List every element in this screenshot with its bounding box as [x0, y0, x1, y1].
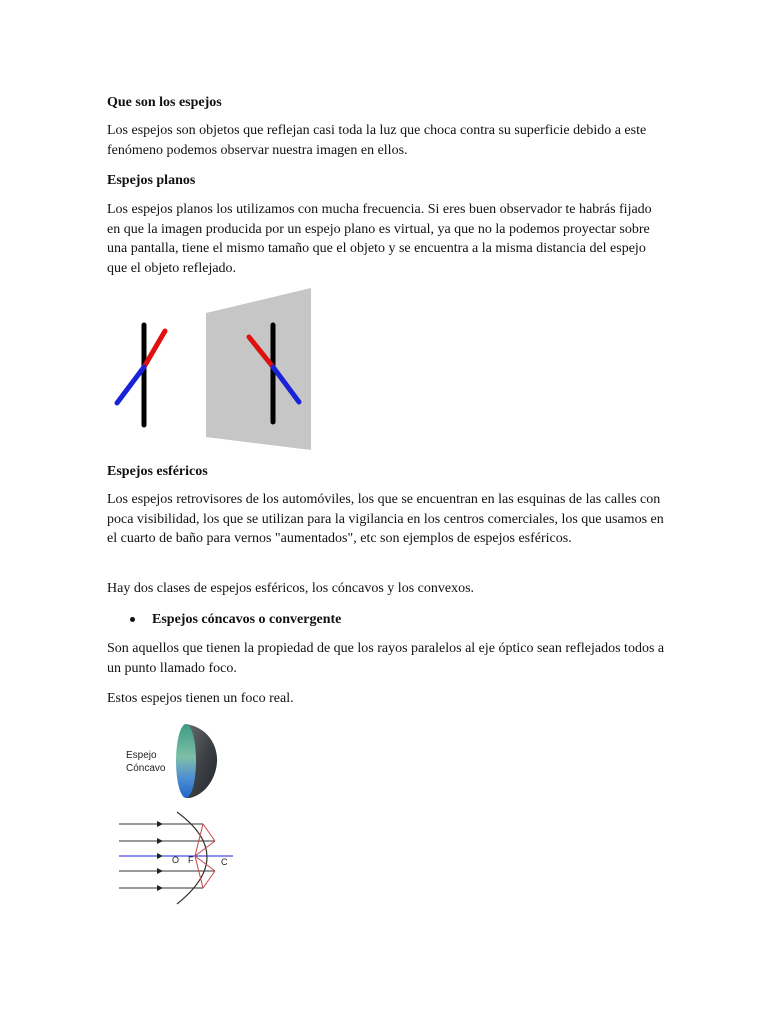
concave-label-line1: Espejo	[126, 750, 157, 761]
bullet-dot-icon	[130, 617, 135, 622]
plane-mirror-figure	[105, 285, 320, 450]
arrow-icon-5	[157, 885, 163, 891]
reflected-ray-5	[203, 824, 215, 841]
concave-mirror-figure	[118, 718, 223, 803]
mirror-screen	[206, 288, 311, 450]
ray-diagram-figure	[115, 808, 240, 913]
concave-label-line2: Cóncavo	[126, 763, 166, 774]
arrow-icon-2	[157, 838, 163, 844]
paragraph-definicion-concavo: Son aquellos que tienen la propiedad de que los rayos paralelos al eje óptico sean reflejados todos a un punto llamado foco.	[107, 641, 665, 676]
ray-label-o: O	[172, 855, 180, 865]
ray-label-f: F	[188, 855, 194, 865]
heading-que-son-los-espejos: Que son los espejos	[107, 95, 222, 110]
arrow-icon-1	[157, 821, 163, 827]
heading-espejos-esfericos: Espejos esféricos	[107, 464, 208, 479]
arrow-icon-4	[157, 868, 163, 874]
bullet-text: Espejos cóncavos o convergente	[152, 612, 342, 627]
paragraph-intro: Los espejos son objetos que reflejan casi toda la luz que choca contra su superficie debido a este fenómeno podemos observar nuestra imagen en ellos.	[107, 123, 647, 158]
bullet-item-concavos	[130, 610, 341, 629]
paragraph-foco-real: Estos espejos tienen un foco real.	[107, 691, 294, 706]
object-red-segment	[144, 331, 165, 367]
ray-label-c: C	[221, 857, 228, 867]
object-blue-segment	[117, 367, 144, 403]
paragraph-espejos-planos: Los espejos planos los utilizamos con mucha frecuencia. Si eres buen observador te habrás fijado en que la imagen producida por un espejo plano es virtual, ya que no la podemos proyectar sobre una pantalla, tiene el mismo tamaño que el objeto y se encuentra a la misma distancia del espejo que el objeto reflejado.	[107, 202, 652, 276]
paragraph-espejos-esfericos: Los espejos retrovisores de los automóviles, los que se encuentran en las esquinas de las calles con poca visibilidad, los que se utilizan para la vigilancia en los centros comerciales, los que usamos en el cuarto de baño para vernos "aumentados", etc son ejemplos de espejos esféricos.	[107, 492, 664, 546]
paragraph-dos-clases: Hay dos clases de espejos esféricos, los cóncavos y los convexos.	[107, 581, 475, 596]
reflected-ray-6	[203, 871, 215, 888]
hemisphere-face	[176, 724, 196, 798]
arrow-icon-3	[157, 853, 163, 859]
heading-espejos-planos: Espejos planos	[107, 173, 196, 188]
